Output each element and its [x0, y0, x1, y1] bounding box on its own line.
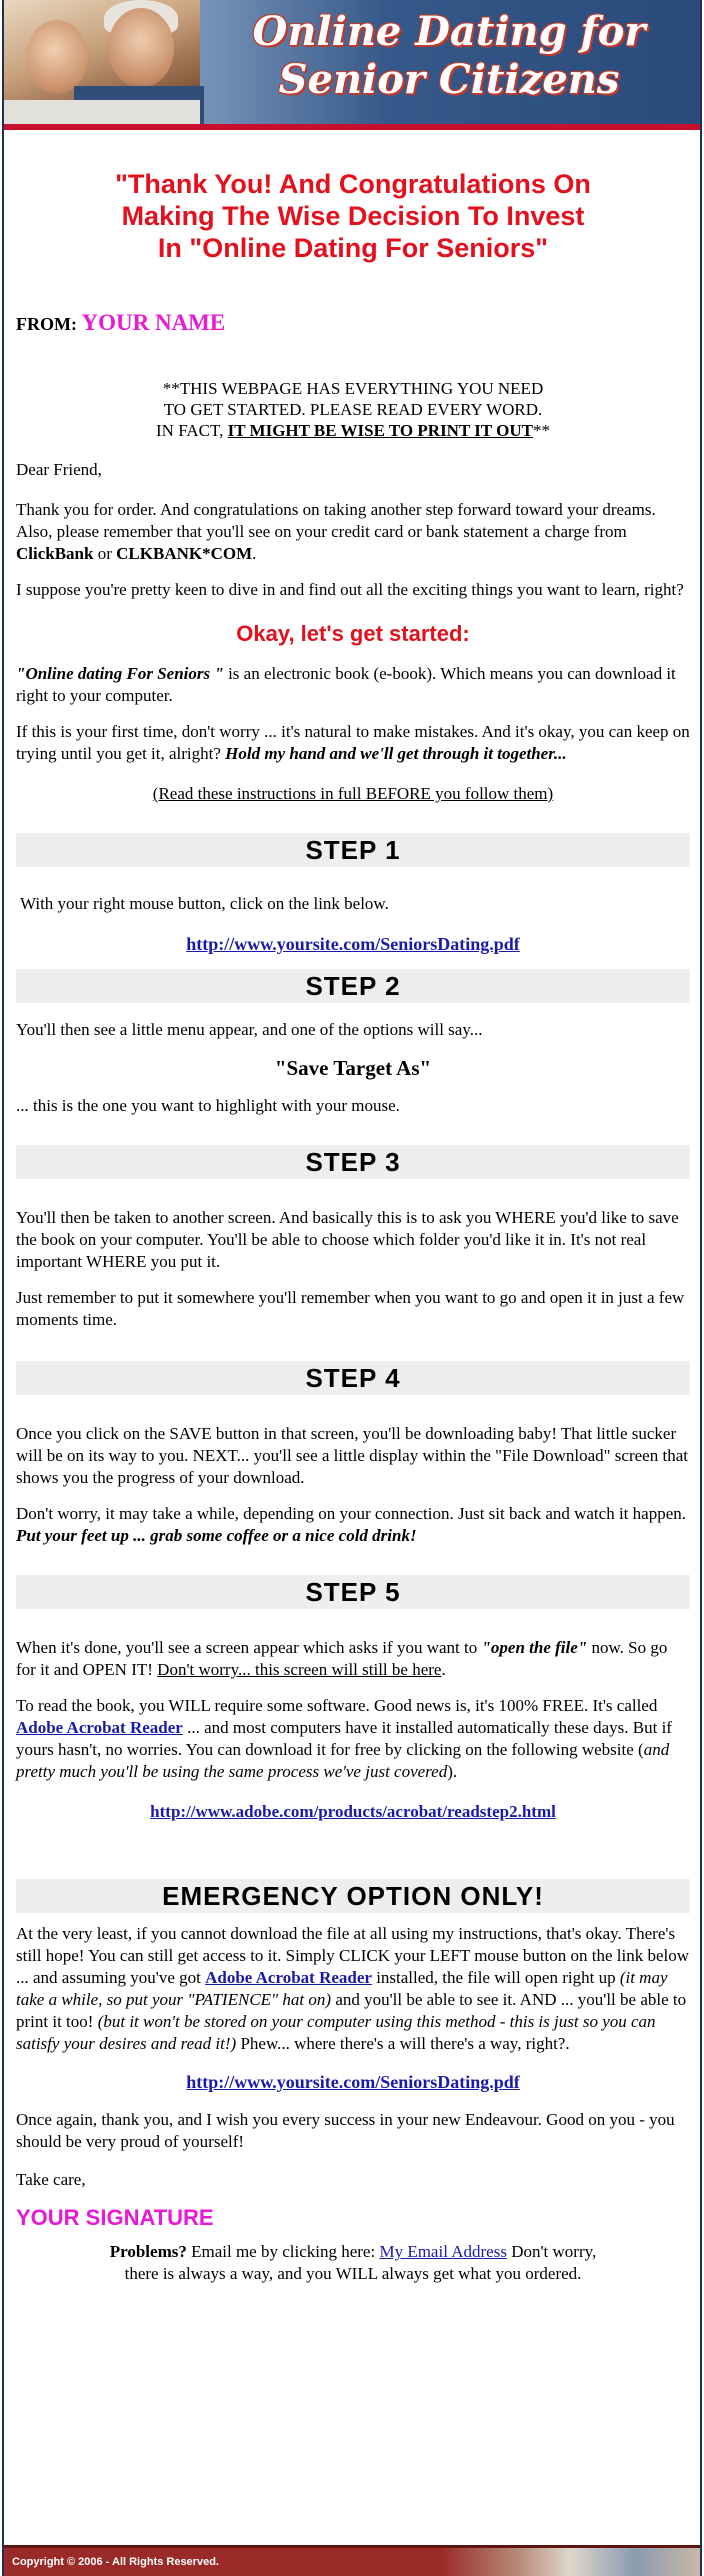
- ebook-paragraph: "Online dating For Seniors " is an electronic book (e-book). Which means you can download it right to your computer.: [16, 664, 676, 705]
- read-instructions: (Read these instructions in full BEFORE you follow them): [152, 784, 554, 803]
- keen-paragraph: I suppose you're pretty keen to dive in and find out all the exciting things you want to learn, right?: [16, 580, 684, 599]
- copyright: Copyright © 2006 - All Rights Reserved.: [12, 2556, 219, 2568]
- step-1-url-line: [16, 933, 690, 955]
- first-time-paragraph: If this is your first time, don't worry ... it's natural to make mistakes. And it's okay, you can keep on trying until you get it, alright? Hold my hand and we'll get through it together...: [16, 722, 690, 763]
- print-notice: **THIS WEBPAGE HAS EVERYTHING YOU NEED TO GET STARTED. PLEASE READ EVERY WORD. IN FACT, IT MIGHT BE WISE TO PRINT IT OUT**: [156, 379, 550, 440]
- emergency-paragraph: At the very least, if you cannot download the file at all using my instructions, that's okay. There's still hope! You can still get access to it. Simply CLICK your LEFT mouse button on the link below ... and assuming you've got Adobe Acrobat Reader installed, the file will open right up (it may take a while, so put your "PATIENCE" hat on) and you'll be able to see it. AND ... you'll be able to print it too! (but it won't be stored on your computer using this method - this is just so you can satisfy your desires and read it!) Phew... where there's a will there's a way, right?.: [16, 1924, 690, 2053]
- step-3-paragraph-2: Just remember to put it somewhere you'll remember when you want to go and open it in just a few moments time.: [16, 1288, 685, 1329]
- page-headline: "Thank You! And Congratulations On Making The Wise Decision To Invest In "Online Dating For Seniors": [115, 169, 591, 263]
- step-2-after: ... this is the one you want to highlight with your mouse.: [16, 1096, 400, 1115]
- email-link[interactable]: My Email Address: [379, 2242, 507, 2261]
- save-target-label: "Save Target As": [274, 1056, 432, 1080]
- step-4-heading: STEP 4: [16, 1361, 690, 1395]
- download-link[interactable]: http://www.yoursite.com/SeniorsDating.pdf: [186, 934, 520, 954]
- emergency-url-line: [16, 2071, 690, 2093]
- step-5-heading: STEP 5: [16, 1575, 690, 1609]
- step-2-heading: STEP 2: [16, 969, 690, 1003]
- take-care: Take care,: [16, 2170, 86, 2189]
- adobe-download-link[interactable]: http://www.adobe.com/products/acrobat/readstep2.html: [150, 1802, 556, 1821]
- header-banner: [4, 0, 700, 124]
- step-3-paragraph-1: You'll then be taken to another screen. And basically this is to ask you WHERE you'd like to save the book on your computer. You'll be able to choose which folder you'd like it in. It's not real important WHERE you put it.: [16, 1208, 679, 1271]
- emergency-heading: EMERGENCY OPTION ONLY!: [16, 1879, 690, 1913]
- main-content: [4, 168, 700, 2285]
- step-4-paragraph-1: Once you click on the SAVE button in that screen, you'll be downloading baby! That little sucker will be on its way to you. NEXT... you'll see a little display within the "File Download" screen that shows you the progress of your download.: [16, 1424, 688, 1487]
- step-5-paragraph-2: To read the book, you WILL require some software. Good news is, it's 100% FREE. It's called Adobe Acrobat Reader ... and most computers have it installed automatically these days. But if yours hasn't, no worries. You can download it for free by clicking on the following website (and pretty much you'll be using the same process we've just covered).: [16, 1696, 672, 1781]
- okay-heading: Okay, let's get started:: [236, 621, 470, 646]
- step-1-text: With your right mouse button, click on the link below.: [20, 894, 389, 913]
- acrobat-reader-link-2[interactable]: Adobe Acrobat Reader: [205, 1968, 372, 1987]
- acrobat-reader-link[interactable]: Adobe Acrobat Reader: [16, 1718, 183, 1737]
- step-5-paragraph-1: When it's done, you'll see a screen appear which asks if you want to "open the file" now. So go for it and OPEN IT! Don't worry... this screen will still be here.: [16, 1638, 668, 1679]
- page: [2, 0, 702, 2576]
- problems-block: Problems? Email me by clicking here: My Email Address Don't worry, there is always a way, and you WILL always get what you ordered.: [109, 2242, 597, 2283]
- step-1-heading: STEP 1: [16, 833, 690, 867]
- emergency-download-link[interactable]: http://www.yoursite.com/SeniorsDating.pdf: [186, 2072, 520, 2092]
- header-divider: [4, 124, 700, 130]
- intro-paragraph: Thank you for order. And congratulations on taking another step forward toward your dreams. Also, please remember that you'll see on your credit card or bank statement a charge from ClickBank or CLKBANK*COM.: [16, 500, 656, 563]
- banner-title: Online Dating for Senior Citizens: [252, 8, 646, 103]
- adobe-url-line: [16, 1801, 690, 1823]
- step-4-paragraph-2: Don't worry, it may take a while, depending on your connection. Just sit back and watch it happen. Put your feet up ... grab some coffee or a nice cold drink!: [16, 1504, 686, 1545]
- from-name: YOUR NAME: [81, 310, 226, 335]
- footer-bar: [4, 2545, 700, 2576]
- greeting: Dear Friend,: [16, 460, 102, 479]
- closing-paragraph: Once again, thank you, and I wish you every success in your new Endeavour. Good on you - you should be very proud of yourself!: [16, 2110, 675, 2151]
- senior-couple-photo: [4, 0, 200, 124]
- step-3-heading: STEP 3: [16, 1145, 690, 1179]
- footer-photo-strip: [440, 2548, 700, 2576]
- from-line: FROM: YOUR NAME: [16, 310, 226, 335]
- step-2-text: You'll then see a little menu appear, and one of the options will say...: [16, 1020, 483, 1039]
- signature: YOUR SIGNATURE: [16, 2205, 214, 2230]
